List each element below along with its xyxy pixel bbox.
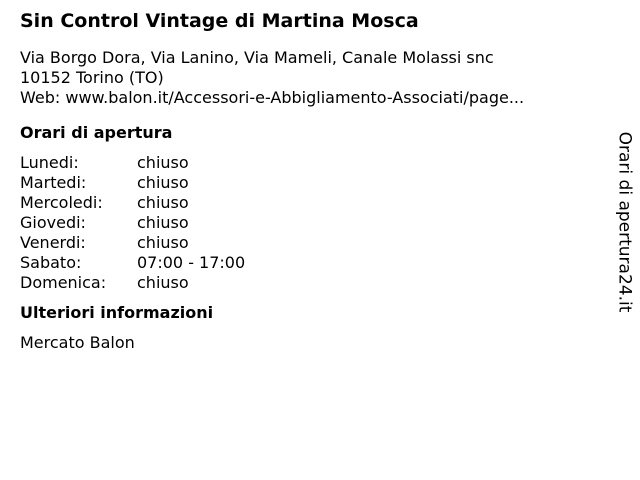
more-info-title: Ulteriori informazioni	[20, 303, 214, 322]
hours-row-thursday	[20, 213, 600, 233]
day-label: Martedi:	[20, 173, 87, 192]
opening-hours-title: Orari di apertura	[20, 123, 173, 142]
opening-hours-table	[20, 153, 600, 293]
business-city: 10152 Torino (TO)	[20, 68, 164, 87]
hours-value: chiuso	[137, 193, 189, 212]
business-web	[20, 88, 600, 108]
day-label: Venerdi:	[20, 233, 86, 252]
hours-value: chiuso	[137, 173, 189, 192]
hours-row-wednesday	[20, 193, 600, 213]
hours-row-saturday	[20, 253, 600, 273]
hours-value: 07:00 - 17:00	[137, 253, 246, 272]
site-brand-text: Orari di apertura24.it	[614, 131, 634, 313]
hours-row-friday	[20, 233, 600, 253]
hours-row-sunday	[20, 273, 600, 293]
day-label: Sabato:	[20, 253, 82, 272]
business-info	[20, 8, 600, 353]
hours-row-tuesday	[20, 173, 600, 193]
hours-value: chiuso	[137, 213, 189, 232]
day-label: Lunedi:	[20, 153, 79, 172]
business-title: Sin Control Vintage di Martina Mosca	[20, 10, 419, 32]
web-link[interactable]: Web: www.balon.it/Accessori-e-Abbigliamento-Associati/page...	[20, 88, 525, 107]
hours-row-monday	[20, 153, 600, 173]
site-brand-vertical	[612, 131, 636, 313]
more-info-text: Mercato Balon	[20, 333, 135, 352]
day-label: Mercoledi:	[20, 193, 103, 212]
hours-value: chiuso	[137, 273, 189, 292]
hours-value: chiuso	[137, 233, 189, 252]
day-label: Domenica:	[20, 273, 107, 292]
business-address: Via Borgo Dora, Via Lanino, Via Mameli, Canale Molassi snc	[20, 48, 494, 67]
day-label: Giovedi:	[20, 213, 86, 232]
hours-value: chiuso	[137, 153, 189, 172]
